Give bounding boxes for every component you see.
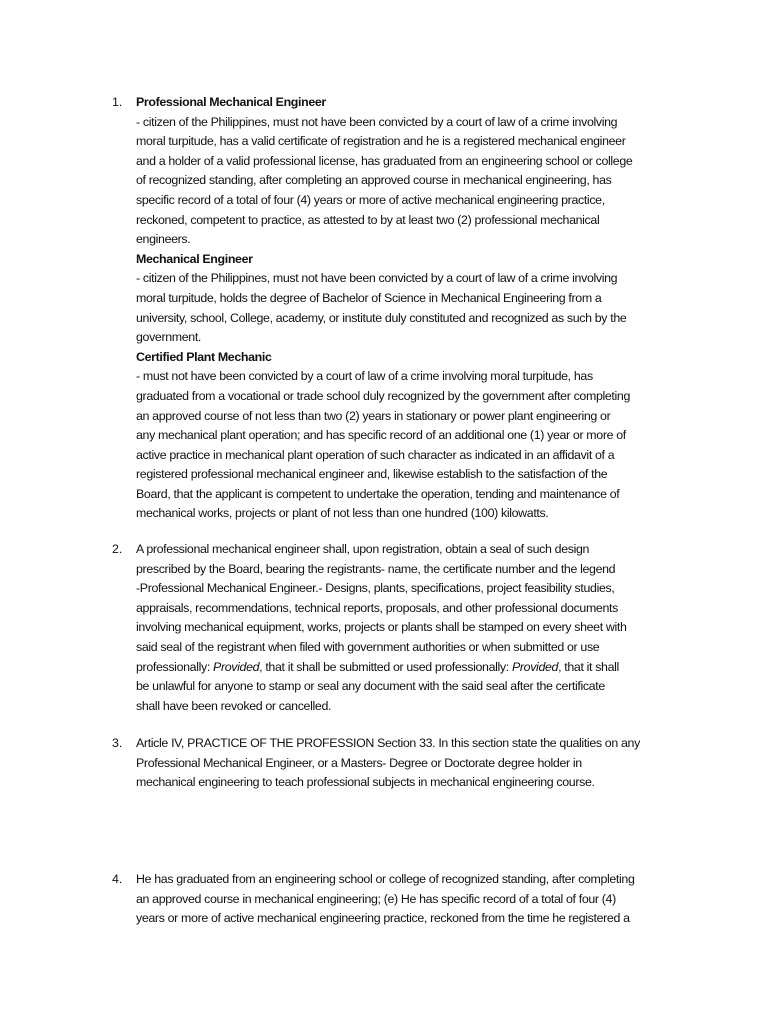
paragraph-line: of recognized standing, after completing an approved course in mechanical engineering, has	[136, 173, 612, 188]
paragraph-line: mechanical works, projects or plant of not less than one hundred (100) kilowatts.	[136, 506, 549, 521]
emphasis-text: Provided	[511, 659, 559, 674]
emphasis-text: Provided	[213, 659, 260, 674]
paragraph-line: -Professional Mechanical Engineer.- Designs, plants, specifications, project feasibility studies,	[136, 581, 615, 596]
paragraph-line: Article IV, PRACTICE OF THE PROFESSION Section 33. In this section state the qualities on any	[136, 736, 640, 750]
item-number: 3.	[112, 736, 123, 750]
paragraph-line: A professional mechanical engineer shall, upon registration, obtain a seal of such design	[136, 542, 590, 556]
paragraph-line: any mechanical plant operation; and has specific record of an additional one (1) year or more of	[136, 428, 626, 443]
paragraph-line: He has graduated from an engineering school or college of recognized standing, after completing	[136, 872, 635, 886]
paragraph-line: years or more of active mechanical engineering practice, reckoned from the time he registered a	[136, 911, 630, 926]
item-body	[136, 93, 684, 524]
paragraph-line: graduated from a vocational or trade school duly recognized by the government after completing	[136, 388, 631, 403]
paragraph-line: - must not have been convicted by a court of law of a crime involving moral turpitude, has	[136, 369, 593, 384]
item-body	[136, 870, 684, 929]
text-segment: , that it shall	[558, 659, 619, 674]
paragraph-line: moral turpitude, has a valid certificate of registration and he is a registered mechanical engineer	[136, 134, 626, 149]
paragraph-line: prescribed by the Board, bearing the registrants- name, the certificate number and the legend	[136, 561, 616, 576]
paragraph-line: Professional Mechanical Engineer, or a Masters- Degree or Doctorate degree holder in	[136, 755, 582, 770]
text-segment: , that it shall be submitted or used professionally:	[259, 659, 512, 674]
item-number: 2.	[112, 542, 123, 556]
paragraph-line: university, school, College, academy, or institute duly constituted and recognized as such by the	[136, 310, 627, 325]
section-heading: Certified Plant Mechanic	[136, 349, 272, 364]
paragraph-line: and a holder of a valid professional license, has graduated from an engineering school or college	[136, 153, 633, 168]
paragraph-line: engineers.	[136, 232, 191, 247]
section-heading: Professional Mechanical Engineer	[136, 95, 326, 109]
paragraph-line: - citizen of the Philippines, must not have been convicted by a court of law of a crime involving	[136, 271, 618, 286]
paragraph-line: an approved course in mechanical engineering; (e) He has specific record of a total of four (4)	[136, 891, 616, 906]
paragraph-line: specific record of a total of four (4) years or more of active mechanical engineering practice,	[136, 192, 605, 207]
paragraph-line: said seal of the registrant when filed with government authorities or when submitted or use	[136, 639, 600, 654]
item-body	[136, 734, 684, 793]
paragraph-line: active practice in mechanical plant operation of such character as indicated in an affidavit of a	[136, 447, 615, 462]
paragraph-line: - citizen of the Philippines, must not have been convicted by a court of law of a crime involving	[136, 114, 618, 129]
section-heading: Mechanical Engineer	[136, 251, 253, 266]
paragraph-line: reckoned, competent to practice, as attested to by at least two (2) professional mechanical	[136, 212, 600, 227]
paragraph-line: an approved course of not less than two (2) years in stationary or power plant engineering or	[136, 408, 611, 423]
text-segment: professionally:	[136, 659, 214, 674]
paragraph-line: shall have been revoked or cancelled.	[136, 698, 332, 713]
paragraph-line: registered professional mechanical engineer and, likewise establish to the satisfaction of the	[136, 467, 608, 482]
item-number: 4.	[112, 872, 123, 886]
paragraph-line	[136, 658, 684, 678]
item-number: 1.	[112, 95, 123, 109]
paragraph-line: involving mechanical equipment, works, projects or plants shall be stamped on every sheet with	[136, 620, 627, 635]
paragraph-line: moral turpitude, holds the degree of Bachelor of Science in Mechanical Engineering from a	[136, 290, 602, 305]
paragraph-line: appraisals, recommendations, technical reports, proposals, and other professional documents	[136, 600, 618, 615]
paragraph-line: mechanical engineering to teach professional subjects in mechanical engineering course.	[136, 775, 595, 790]
item-body	[136, 540, 684, 716]
paragraph-line: be unlawful for anyone to stamp or seal any document with the said seal after the certificate	[136, 679, 605, 694]
paragraph-line: Board, that the applicant is competent to undertake the operation, tending and maintenance of	[136, 486, 620, 501]
paragraph-line: government.	[136, 330, 202, 345]
